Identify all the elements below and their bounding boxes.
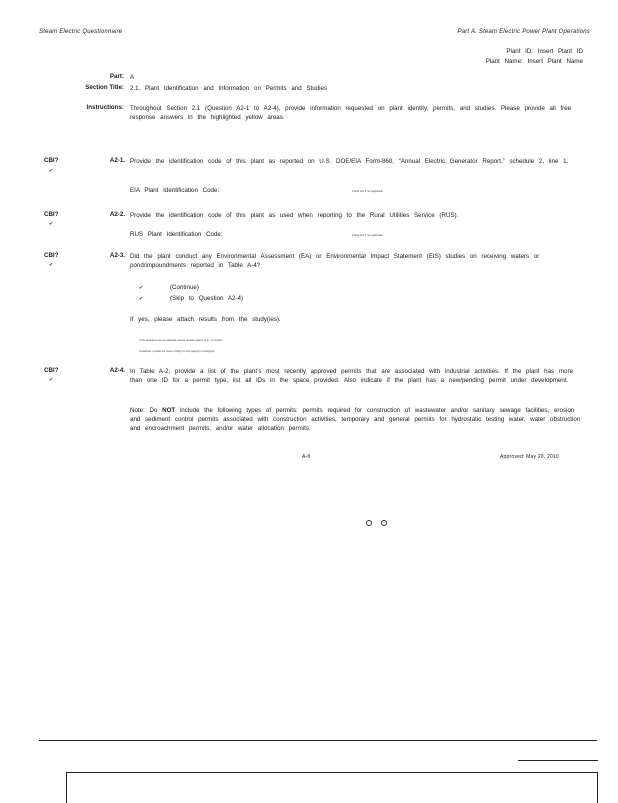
question-number: A2-4. <box>109 367 125 374</box>
attachment-field[interactable]: If attached, provide the name of file(s) or title page(s) of study(ies) <box>139 350 215 353</box>
not-applicable-checkbox[interactable]: Check box if not applicable <box>352 190 383 193</box>
option-continue: (Continue) <box>170 284 199 291</box>
part-label: Part: <box>109 73 124 80</box>
question-text: In Table A-2, provide a list of the plant’s most recently approved permits that are associated with industrial activities. If the plant has more than one ID for a permit type, list all IDs in the space provided. Also indicate if the plant has a new/pending permit under development. <box>130 368 573 384</box>
cbi-label: CBI? <box>44 157 59 164</box>
question-text: Did the plant conduct any Environmental Assessment (EA) or Environmental Impact Statement (EIS) studies on receiving waters or pond/impoundments reported in Table A-4? <box>130 253 540 269</box>
cbi-checkbox-icon[interactable]: ✔ <box>49 168 54 174</box>
cbi-label: CBI? <box>44 252 59 259</box>
header-right: Part A. Steam Electric Power Plant Operations <box>457 29 590 35</box>
loading-circle-icon <box>381 520 387 526</box>
question-number: A2-3. <box>109 252 125 259</box>
instructions-text: Throughout Section 2.1 (Question A2-1 to A2-4), provide information requested on plant identity, permits, and studies. Please provide all free response answers in the highlighted yellow areas. <box>130 105 572 121</box>
bottom-box <box>66 772 598 803</box>
divider <box>518 760 598 761</box>
note-not: NOT <box>162 407 176 414</box>
note-rest: include the following types of permits: permits required for construction of wastewater and/or sanitary sewage facilities, erosion and sediment control permits associated with construction activities, temporary and general permits for hydrostatic testing water, water obstruction and encroachment permits, and/or water allocation permits. <box>130 407 581 432</box>
part-value: A <box>130 74 135 81</box>
question-number: A2-2. <box>109 211 125 218</box>
section-title-label: Section Title: <box>85 84 124 91</box>
cbi-label: CBI? <box>44 211 59 218</box>
question-text: Provide the identification code of this plant as reported on U.S. DOE/EIA Form-860, “Annual Electric Generator Report,” schedule 2, line 1. <box>130 158 569 165</box>
loading-circle-icon <box>366 520 372 526</box>
not-applicable-checkbox[interactable]: Check box if not applicable <box>352 234 383 237</box>
cbi-label: CBI? <box>44 367 59 374</box>
page-number: A-8 <box>302 454 311 460</box>
plant-id: Plant ID: Insert Plant ID <box>506 48 583 55</box>
header-left: Steam Electric Questionnaire <box>39 29 123 35</box>
plant-name: Plant Name: Insert Plant Name <box>485 58 583 65</box>
note-prefix: Note: Do <box>130 407 163 414</box>
cbi-checkbox-icon[interactable]: ✔ <box>49 221 54 227</box>
divider <box>39 740 597 741</box>
note-text <box>130 406 582 433</box>
yes-radio-icon[interactable]: ✔ <box>139 285 144 291</box>
no-radio-icon[interactable]: ✔ <box>139 296 144 302</box>
followup-text: If yes, please attach results from the study(ies). <box>130 316 281 323</box>
instructions-label: Instructions: <box>86 104 124 111</box>
cbi-checkbox-icon[interactable]: ✔ <box>49 377 54 383</box>
question-number: A2-1. <box>109 157 125 164</box>
reason-field[interactable]: If the study(ies) are not attached, please provide reason (e.g., no copies) <box>139 339 223 342</box>
eia-code-label: EIA Plant Identification Code: <box>130 187 220 194</box>
question-text: Provide the identification code of this plant as used when reporting to the Rural Utilities Service (RUS). <box>130 212 459 219</box>
option-skip: (Skip to Question A2-4) <box>170 295 243 302</box>
approval-date: Approved: May 20, 2010 <box>500 454 559 460</box>
rus-code-label: RUS Plant Identification Code: <box>130 231 223 238</box>
section-title: 2.1. Plant Identification and Information on Permits and Studies <box>130 85 328 92</box>
cbi-checkbox-icon[interactable]: ✔ <box>49 262 54 268</box>
